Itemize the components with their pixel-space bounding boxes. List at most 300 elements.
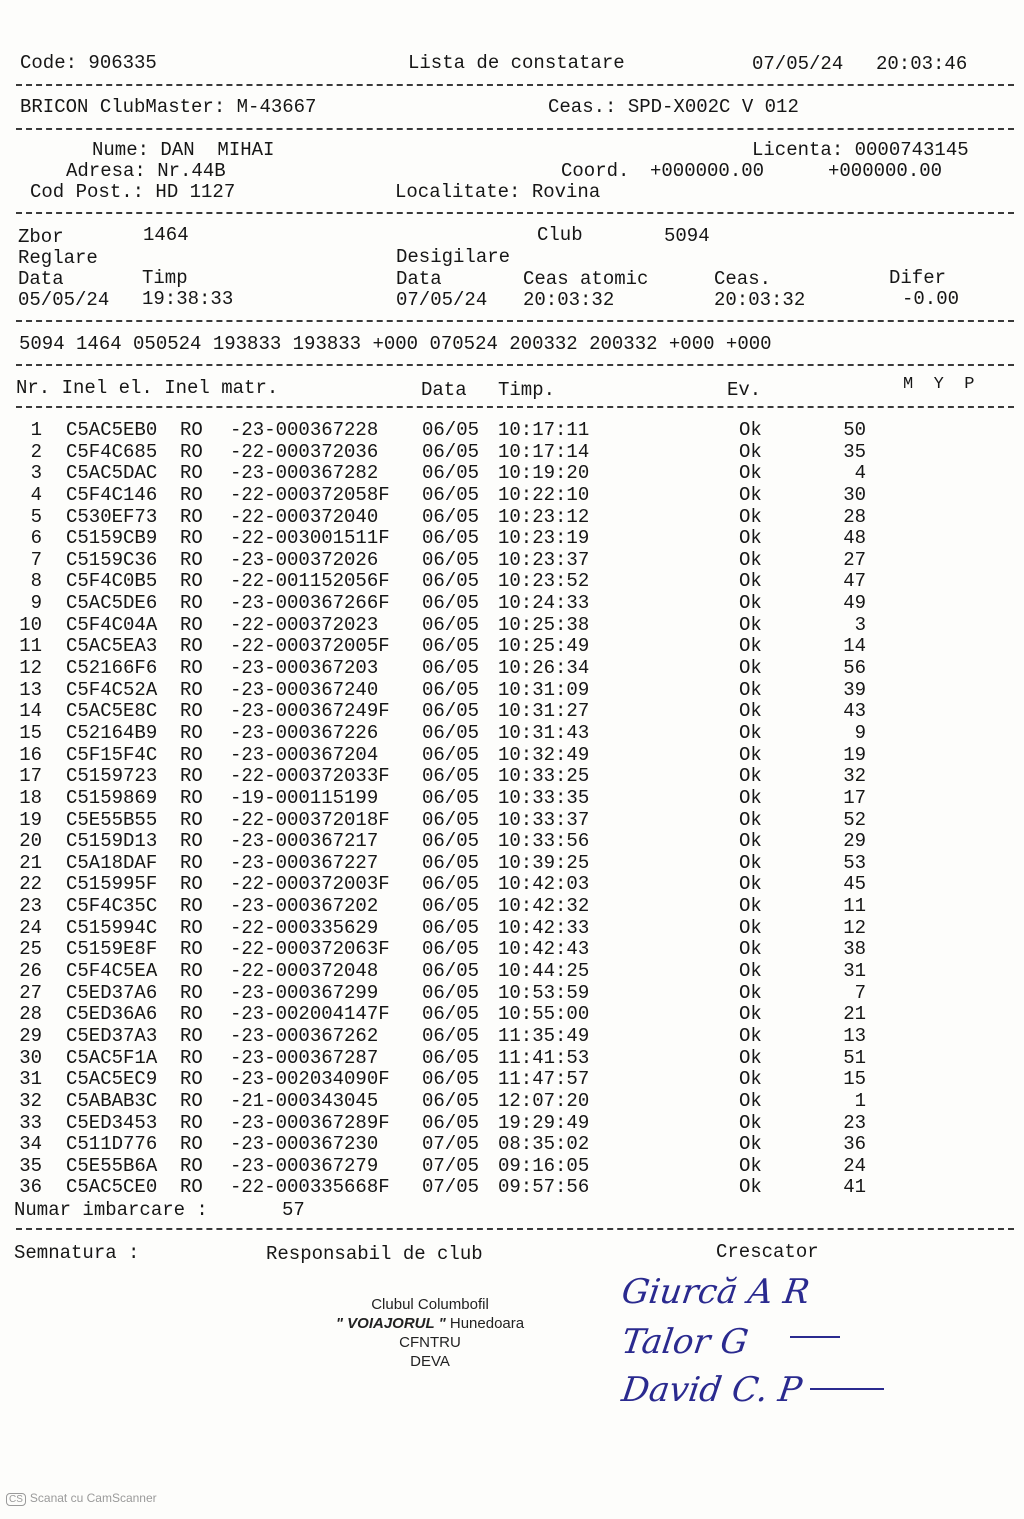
position-value: 1	[854, 1089, 866, 1112]
ring-number: -22-000372063F	[230, 938, 390, 961]
row-number: 36	[19, 1176, 42, 1199]
reglare-date: 05/05/24	[18, 289, 110, 311]
ring-number: -23-000372026	[230, 548, 379, 571]
position-value: 7	[854, 981, 866, 1004]
locality: Localitate: Rovina	[395, 181, 601, 203]
row-number: 5	[30, 505, 42, 528]
table-row	[0, 593, 1024, 615]
ring-number: -22-000372005F	[230, 635, 390, 658]
position-value: 11	[843, 895, 866, 918]
ring-number: -23-002004147F	[230, 1003, 390, 1026]
event-status: Ok	[739, 1089, 762, 1112]
camscanner-logo-icon: CS	[6, 1493, 26, 1506]
table-row	[0, 680, 1024, 702]
col-header-rings: Nr. Inel el. Inel matr.	[16, 377, 279, 399]
arrival-date: 06/05	[422, 678, 480, 701]
position-value: 3	[854, 613, 866, 636]
position-value: 49	[843, 592, 866, 615]
ring-number: -23-000367249F	[230, 700, 390, 723]
col-header-time: Timp.	[498, 379, 556, 401]
event-status: Ok	[739, 1024, 762, 1047]
table-row	[0, 939, 1024, 961]
coord-label: Coord.	[561, 160, 630, 182]
electronic-ring: C5F4C685	[66, 440, 158, 463]
event-status: Ok	[739, 721, 762, 744]
owner-name: Nume: DAN MIHAI	[92, 139, 275, 161]
event-status: Ok	[739, 462, 762, 485]
event-status: Ok	[739, 1176, 762, 1199]
club-stamp	[300, 1295, 560, 1371]
arrival-date: 06/05	[422, 916, 480, 939]
table-row	[0, 528, 1024, 550]
document-code: Code: 906335	[20, 52, 157, 74]
electronic-ring: C5ED36A6	[66, 1003, 158, 1026]
arrival-time: 12:07:20	[498, 1089, 590, 1112]
desigilare-label: Desigilare	[396, 246, 511, 268]
divider	[16, 320, 1014, 322]
ring-number: -23-000367228	[230, 419, 379, 441]
arrival-date: 06/05	[422, 981, 480, 1004]
signature-stroke	[790, 1336, 840, 1338]
arrival-date: 06/05	[422, 960, 480, 983]
arrival-date: 06/05	[422, 462, 480, 485]
event-status: Ok	[739, 895, 762, 918]
electronic-ring: C5E55B55	[66, 808, 158, 831]
electronic-ring: C530EF73	[66, 505, 158, 528]
country-code: RO	[180, 440, 203, 463]
table-row	[0, 463, 1024, 485]
event-status: Ok	[739, 873, 762, 896]
electronic-ring: C52166F6	[66, 657, 158, 680]
position-value: 45	[843, 873, 866, 896]
country-code: RO	[180, 570, 203, 593]
arrivals-table	[0, 420, 1024, 1199]
row-number: 3	[30, 462, 42, 485]
electronic-ring: C5F15F4C	[66, 743, 158, 766]
row-number: 14	[19, 700, 42, 723]
country-code: RO	[180, 678, 203, 701]
table-row	[0, 1134, 1024, 1156]
code-line: 5094 1464 050524 193833 193833 +000 070524 200332 200332 +000 +000	[19, 333, 772, 355]
position-value: 50	[843, 419, 866, 441]
electronic-ring: C5159D13	[66, 830, 158, 853]
arrival-time: 10:31:43	[498, 721, 590, 744]
country-code: RO	[180, 765, 203, 788]
row-number: 21	[19, 851, 42, 874]
arrival-date: 06/05	[422, 657, 480, 680]
table-row	[0, 571, 1024, 593]
ring-number: -22-000372036	[230, 440, 379, 463]
arrival-time: 10:22:10	[498, 483, 590, 506]
flight-label: Zbor	[18, 226, 64, 248]
ring-number: -23-000367299	[230, 981, 379, 1004]
electronic-ring: C515995F	[66, 873, 158, 896]
country-code: RO	[180, 895, 203, 918]
position-value: 47	[843, 570, 866, 593]
row-number: 12	[19, 657, 42, 680]
table-row	[0, 507, 1024, 529]
table-row	[0, 896, 1024, 918]
country-code: RO	[180, 916, 203, 939]
position-value: 21	[843, 1003, 866, 1026]
license-number: Licenta: 0000743145	[752, 139, 969, 161]
club-responsible-label: Responsabil de club	[266, 1243, 483, 1265]
stamp-line-3: CFNTRU	[399, 1334, 461, 1351]
club-number: 5094	[664, 225, 710, 247]
flight-number: 1464	[143, 224, 189, 246]
electronic-ring: C5AC5CE0	[66, 1176, 158, 1199]
country-code: RO	[180, 462, 203, 485]
position-value: 38	[843, 938, 866, 961]
electronic-ring: C5ED37A6	[66, 981, 158, 1004]
data-label-2: Data	[396, 268, 442, 290]
electronic-ring: C5AC5F1A	[66, 1046, 158, 1069]
country-code: RO	[180, 657, 203, 680]
country-code: RO	[180, 873, 203, 896]
arrival-date: 06/05	[422, 1003, 480, 1026]
arrival-date: 06/05	[422, 830, 480, 853]
ring-number: -23-000367262	[230, 1024, 379, 1047]
signature-3: David C. P	[619, 1370, 805, 1410]
arrival-time: 19:29:49	[498, 1111, 590, 1134]
table-row	[0, 636, 1024, 658]
position-value: 17	[843, 786, 866, 809]
table-row	[0, 918, 1024, 940]
club-label: Club	[537, 224, 583, 246]
position-value: 28	[843, 505, 866, 528]
data-label: Data	[18, 268, 64, 290]
clubmaster-id: BRICON ClubMaster: M-43667	[20, 96, 317, 118]
arrival-time: 10:44:25	[498, 960, 590, 983]
arrival-time: 11:35:49	[498, 1024, 590, 1047]
arrival-date: 06/05	[422, 1111, 480, 1134]
report-date: 07/05/24	[752, 53, 844, 75]
table-row	[0, 983, 1024, 1005]
arrival-time: 10:25:49	[498, 635, 590, 658]
electronic-ring: C5159CB9	[66, 527, 158, 550]
row-number: 19	[19, 808, 42, 831]
arrival-date: 06/05	[422, 700, 480, 723]
arrival-date: 06/05	[422, 1089, 480, 1112]
event-status: Ok	[739, 548, 762, 571]
ring-number: -23-000367227	[230, 851, 379, 874]
arrival-time: 09:57:56	[498, 1176, 590, 1199]
position-value: 35	[843, 440, 866, 463]
ring-number: -22-000372048	[230, 960, 379, 983]
col-header-date: Data	[421, 379, 467, 401]
ring-number: -23-000367240	[230, 678, 379, 701]
table-row	[0, 788, 1024, 810]
col-header-ev: Ev.	[727, 379, 762, 401]
arrival-date: 06/05	[422, 1024, 480, 1047]
table-row	[0, 874, 1024, 896]
table-row	[0, 658, 1024, 680]
position-value: 32	[843, 765, 866, 788]
table-row	[0, 1004, 1024, 1026]
row-number: 25	[19, 938, 42, 961]
electronic-ring: C5ABAB3C	[66, 1089, 158, 1112]
event-status: Ok	[739, 938, 762, 961]
signature-2: Talor G	[619, 1322, 751, 1362]
arrival-date: 06/05	[422, 483, 480, 506]
position-value: 53	[843, 851, 866, 874]
position-value: 15	[843, 1068, 866, 1091]
event-status: Ok	[739, 765, 762, 788]
row-number: 26	[19, 960, 42, 983]
country-code: RO	[180, 1089, 203, 1112]
electronic-ring: C515994C	[66, 916, 158, 939]
ring-number: -21-000343045	[230, 1089, 379, 1112]
arrival-date: 06/05	[422, 1046, 480, 1069]
row-number: 28	[19, 1003, 42, 1026]
divider	[16, 364, 1014, 366]
electronic-ring: C5F4C5EA	[66, 960, 158, 983]
table-row	[0, 1069, 1024, 1091]
clock-id: Ceas.: SPD-X002C V 012	[548, 96, 799, 118]
arrival-time: 10:23:52	[498, 570, 590, 593]
table-row	[0, 1156, 1024, 1178]
table-row	[0, 723, 1024, 745]
table-row	[0, 1026, 1024, 1048]
row-number: 20	[19, 830, 42, 853]
document-title: Lista de constatare	[408, 52, 625, 74]
row-number: 29	[19, 1024, 42, 1047]
arrival-date: 06/05	[422, 1068, 480, 1091]
ring-number: -23-000367266F	[230, 592, 390, 615]
electronic-ring: C5159E8F	[66, 938, 158, 961]
arrival-date: 06/05	[422, 786, 480, 809]
arrival-date: 07/05	[422, 1154, 480, 1177]
arrival-date: 07/05	[422, 1176, 480, 1199]
ring-number: -22-000335629	[230, 916, 379, 939]
electronic-ring: C52164B9	[66, 721, 158, 744]
ring-number: -22-001152056F	[230, 570, 390, 593]
table-row	[0, 831, 1024, 853]
position-value: 36	[843, 1133, 866, 1156]
position-value: 23	[843, 1111, 866, 1134]
country-code: RO	[180, 721, 203, 744]
ring-number: -22-000372033F	[230, 765, 390, 788]
atomic-clock-time: 20:03:32	[523, 289, 615, 311]
row-number: 6	[30, 527, 42, 550]
event-status: Ok	[739, 505, 762, 528]
table-row	[0, 701, 1024, 723]
event-status: Ok	[739, 1046, 762, 1069]
country-code: RO	[180, 1133, 203, 1156]
event-status: Ok	[739, 570, 762, 593]
arrival-time: 10:31:09	[498, 678, 590, 701]
country-code: RO	[180, 419, 203, 441]
timp-label: Timp	[142, 267, 188, 289]
country-code: RO	[180, 960, 203, 983]
row-number: 1	[30, 419, 42, 441]
arrival-date: 06/05	[422, 765, 480, 788]
arrival-time: 10:19:20	[498, 462, 590, 485]
arrival-time: 10:17:11	[498, 419, 590, 441]
electronic-ring: C5F4C0B5	[66, 570, 158, 593]
arrival-time: 11:41:53	[498, 1046, 590, 1069]
event-status: Ok	[739, 743, 762, 766]
stamp-line-2	[300, 1314, 560, 1333]
position-value: 43	[843, 700, 866, 723]
ring-number: -22-000372058F	[230, 483, 390, 506]
country-code: RO	[180, 527, 203, 550]
electronic-ring: C5159869	[66, 786, 158, 809]
electronic-ring: C5E55B6A	[66, 1154, 158, 1177]
arrival-date: 06/05	[422, 635, 480, 658]
stamp-club-name: " VOIAJORUL "	[335, 1315, 446, 1332]
electronic-ring: C5AC5DAC	[66, 462, 158, 485]
signature-1: Giurcă A R	[619, 1272, 813, 1312]
ring-number: -19-000115199	[230, 786, 379, 809]
atomic-clock-label: Ceas atomic	[523, 268, 649, 290]
col-header-myp: M Y P	[903, 375, 975, 394]
ring-number: -23-002034090F	[230, 1068, 390, 1091]
position-value: 52	[843, 808, 866, 831]
clock-label: Ceas.	[714, 268, 772, 290]
position-value: 14	[843, 635, 866, 658]
row-number: 34	[19, 1133, 42, 1156]
event-status: Ok	[739, 1068, 762, 1091]
event-status: Ok	[739, 635, 762, 658]
event-status: Ok	[739, 700, 762, 723]
row-number: 13	[19, 678, 42, 701]
ring-number: -22-003001511F	[230, 527, 390, 550]
ring-number: -23-000367204	[230, 743, 379, 766]
electronic-ring: C5F4C52A	[66, 678, 158, 701]
event-status: Ok	[739, 1111, 762, 1134]
row-number: 32	[19, 1089, 42, 1112]
electronic-ring: C5AC5DE6	[66, 592, 158, 615]
arrival-time: 09:16:05	[498, 1154, 590, 1177]
table-row	[0, 550, 1024, 572]
table-row	[0, 766, 1024, 788]
row-number: 10	[19, 613, 42, 636]
arrival-time: 10:24:33	[498, 592, 590, 615]
position-value: 29	[843, 830, 866, 853]
arrival-time: 10:42:32	[498, 895, 590, 918]
table-row	[0, 615, 1024, 637]
row-number: 22	[19, 873, 42, 896]
arrival-time: 11:47:57	[498, 1068, 590, 1091]
embark-count-label: Numar imbarcare :	[14, 1199, 208, 1221]
event-status: Ok	[739, 851, 762, 874]
country-code: RO	[180, 830, 203, 853]
coord-y: +000000.00	[828, 160, 943, 182]
position-value: 9	[854, 721, 866, 744]
position-value: 12	[843, 916, 866, 939]
arrival-time: 10:25:38	[498, 613, 590, 636]
divider	[16, 1228, 1014, 1230]
electronic-ring: C5AC5E8C	[66, 700, 158, 723]
table-row	[0, 1091, 1024, 1113]
country-code: RO	[180, 635, 203, 658]
row-number: 8	[30, 570, 42, 593]
event-status: Ok	[739, 960, 762, 983]
signature-stroke	[810, 1388, 884, 1390]
row-number: 35	[19, 1154, 42, 1177]
row-number: 18	[19, 786, 42, 809]
table-row	[0, 961, 1024, 983]
divider	[16, 212, 1014, 214]
arrival-date: 06/05	[422, 440, 480, 463]
country-code: RO	[180, 1154, 203, 1177]
arrival-time: 10:23:19	[498, 527, 590, 550]
country-code: RO	[180, 786, 203, 809]
country-code: RO	[180, 1024, 203, 1047]
ring-number: -23-000367287	[230, 1046, 379, 1069]
row-number: 15	[19, 721, 42, 744]
ring-number: -23-000367202	[230, 895, 379, 918]
country-code: RO	[180, 743, 203, 766]
country-code: RO	[180, 483, 203, 506]
position-value: 19	[843, 743, 866, 766]
ring-number: -23-000367203	[230, 657, 379, 680]
event-status: Ok	[739, 786, 762, 809]
position-value: 30	[843, 483, 866, 506]
row-number: 23	[19, 895, 42, 918]
arrival-time: 10:17:14	[498, 440, 590, 463]
arrival-date: 06/05	[422, 419, 480, 441]
event-status: Ok	[739, 808, 762, 831]
row-number: 9	[30, 592, 42, 615]
divider	[16, 84, 1014, 86]
row-number: 24	[19, 916, 42, 939]
ring-number: -23-000367217	[230, 830, 379, 853]
country-code: RO	[180, 1111, 203, 1134]
row-number: 27	[19, 981, 42, 1004]
arrival-date: 06/05	[422, 895, 480, 918]
electronic-ring: C5159723	[66, 765, 158, 788]
electronic-ring: C5159C36	[66, 548, 158, 571]
event-status: Ok	[739, 678, 762, 701]
position-value: 56	[843, 657, 866, 680]
position-value: 39	[843, 678, 866, 701]
table-row	[0, 745, 1024, 767]
row-number: 17	[19, 765, 42, 788]
event-status: Ok	[739, 440, 762, 463]
difference-label: Difer	[889, 267, 947, 289]
arrival-date: 06/05	[422, 721, 480, 744]
arrival-date: 06/05	[422, 570, 480, 593]
arrival-time: 08:35:02	[498, 1133, 590, 1156]
arrival-date: 06/05	[422, 527, 480, 550]
table-row	[0, 810, 1024, 832]
difference-value: -0.00	[902, 288, 960, 310]
row-number: 11	[19, 635, 42, 658]
arrival-date: 07/05	[422, 1133, 480, 1156]
arrival-date: 06/05	[422, 613, 480, 636]
reglare-label: Reglare	[18, 247, 98, 269]
owner-address: Adresa: Nr.44B	[66, 160, 226, 182]
event-status: Ok	[739, 419, 762, 441]
divider	[16, 406, 1014, 408]
event-status: Ok	[739, 613, 762, 636]
table-row	[0, 1177, 1024, 1199]
camscanner-watermark	[6, 1491, 157, 1506]
row-number: 2	[30, 440, 42, 463]
event-status: Ok	[739, 657, 762, 680]
electronic-ring: C5AC5EB0	[66, 419, 158, 441]
ring-number: -23-000367279	[230, 1154, 379, 1177]
position-value: 31	[843, 960, 866, 983]
arrival-time: 10:42:33	[498, 916, 590, 939]
position-value: 13	[843, 1024, 866, 1047]
camscanner-text: Scanat cu CamScanner	[29, 1491, 157, 1505]
table-row	[0, 1048, 1024, 1070]
arrival-date: 06/05	[422, 743, 480, 766]
country-code: RO	[180, 808, 203, 831]
